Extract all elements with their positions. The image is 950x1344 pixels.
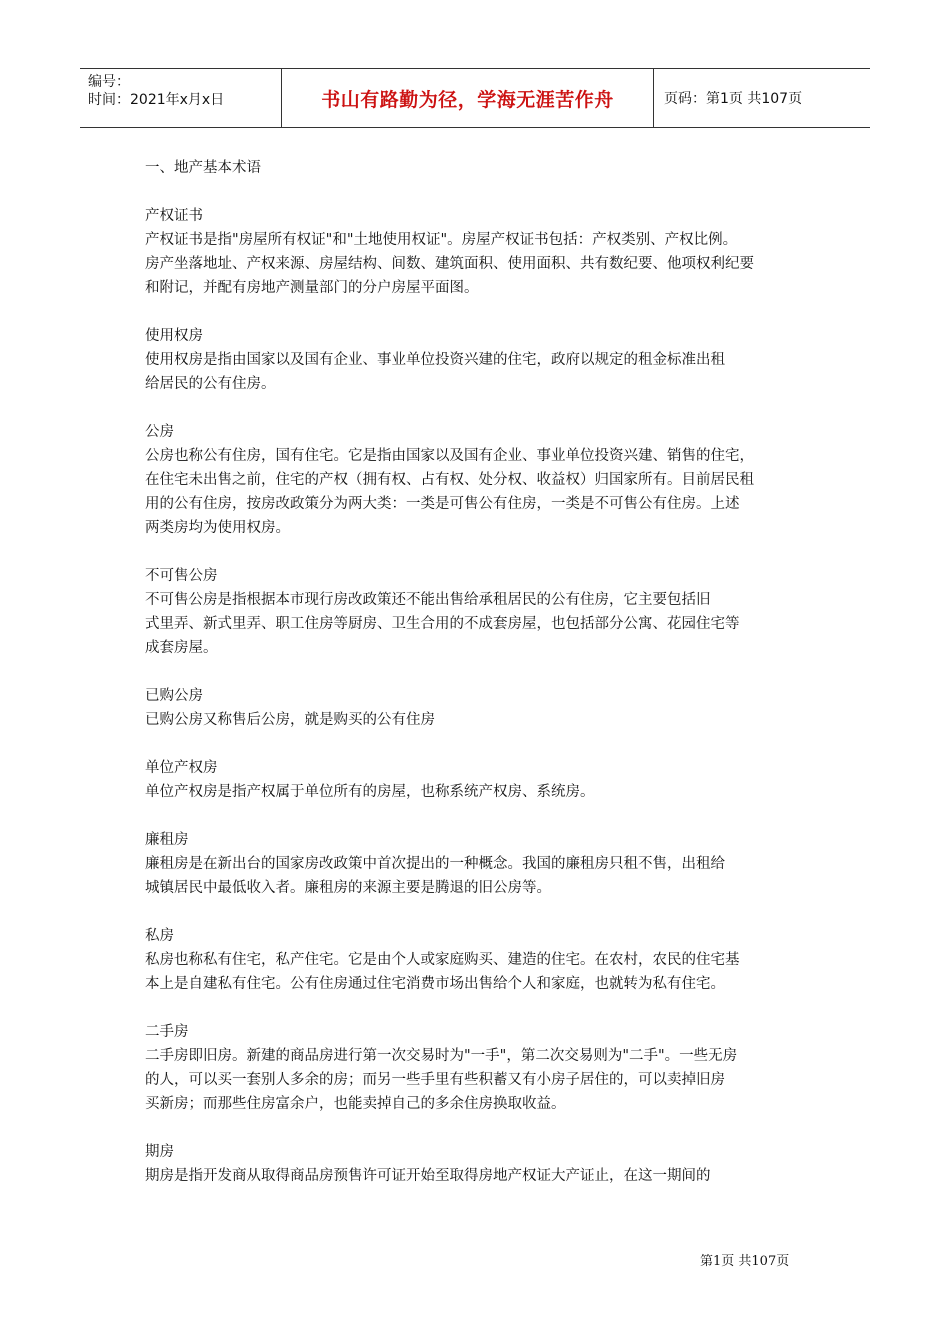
- term-title: 产权证书: [145, 208, 203, 224]
- section-term: [145, 756, 815, 804]
- section-term: [145, 204, 815, 300]
- term-title: 私房: [145, 928, 174, 944]
- section-term: [145, 324, 815, 396]
- document-body: [145, 156, 815, 1212]
- header-page-info: 页码：第1页 共107页: [664, 91, 803, 107]
- term-line: 期房是指开发商从取得商品房预售许可证开始至取得房地产权证大产证止，在这一期间的: [145, 1168, 711, 1184]
- term-title: 已购公房: [145, 688, 203, 704]
- section-term: [145, 924, 815, 996]
- term-title: 二手房: [145, 1024, 189, 1040]
- term-line: 产权证书是指"房屋所有权证"和"土地使用权证"。房屋产权证书包括：产权类别、产权比例。: [145, 232, 738, 248]
- term-line: 城镇居民中最低收入者。廉租房的来源主要是腾退的旧公房等。: [145, 880, 551, 896]
- term-line: 本上是自建私有住宅。公有住房通过住宅消费市场出售给个人和家庭，也就转为私有住宅。: [145, 976, 725, 992]
- term-line: 公房也称公有住房，国有住宅。它是指由国家以及国有企业、事业单位投资兴建、销售的住宅，: [145, 448, 754, 464]
- term-line: 单位产权房是指产权属于单位所有的房屋，也称系统产权房、系统房。: [145, 784, 595, 800]
- header-meta-cell: [80, 69, 282, 127]
- term-title: 公房: [145, 424, 174, 440]
- term-line: 用的公有住房，按房改政策分为两大类：一类是可售公有住房，一类是不可售公有住房。上述: [145, 496, 740, 512]
- term-line: 给居民的公有住房。: [145, 376, 276, 392]
- term-title: 不可售公房: [145, 568, 218, 584]
- document-number-label: 编号：: [88, 74, 130, 90]
- term-line: 在住宅未出售之前，住宅的产权（拥有权、占有权、处分权、收益权）归国家所有。目前居民租: [145, 472, 754, 488]
- section-heading: [145, 156, 815, 180]
- term-line: 二手房即旧房。新建的商品房进行第一次交易时为"一手"，第二次交易则为"二手"。一些无房: [145, 1048, 738, 1064]
- section-term: [145, 1020, 815, 1116]
- term-title: 期房: [145, 1144, 174, 1160]
- section-term: [145, 684, 815, 732]
- header-motto: 书山有路勤为径，学海无涯苦作舟: [321, 88, 614, 111]
- term-line: 使用权房是指由国家以及国有企业、事业单位投资兴建的住宅，政府以规定的租金标准出租: [145, 352, 725, 368]
- term-line: 的人，可以买一套别人多余的房；而另一些手里有些积蓄又有小房子居住的，可以卖掉旧房: [145, 1072, 725, 1088]
- term-line: 两类房均为使用权房。: [145, 520, 290, 536]
- term-line: 和附记，并配有房地产测量部门的分户房屋平面图。: [145, 280, 479, 296]
- section-term: [145, 828, 815, 900]
- document-time-label: 时间：2021年x月x日: [88, 92, 225, 108]
- term-line: 式里弄、新式里弄、职工住房等厨房、卫生合用的不成套房屋，也包括部分公寓、花园住宅等: [145, 616, 740, 632]
- header-motto-cell: [282, 69, 654, 127]
- term-title: 单位产权房: [145, 760, 218, 776]
- term-line: 不可售公房是指根据本市现行房改政策还不能出售给承租居民的公有住房，它主要包括旧: [145, 592, 711, 608]
- term-line: 房产坐落地址、产权来源、房屋结构、间数、建筑面积、使用面积、共有数纪要、他项权利纪要: [145, 256, 754, 272]
- term-title: 廉租房: [145, 832, 189, 848]
- section-term: [145, 420, 815, 540]
- header-page-cell: [654, 69, 870, 127]
- term-line: 廉租房是在新出台的国家房改政策中首次提出的一种概念。我国的廉租房只租不售，出租给: [145, 856, 725, 872]
- main-heading: 一、地产基本术语: [145, 160, 261, 176]
- document-header: [80, 68, 870, 128]
- term-line: 买新房；而那些住房富余户，也能卖掉自己的多余住房换取收益。: [145, 1096, 566, 1112]
- page-footer: 第1页 共107页: [700, 1254, 790, 1269]
- section-term: [145, 1140, 815, 1188]
- term-line: 成套房屋。: [145, 640, 218, 656]
- term-line: 私房也称私有住宅，私产住宅。它是由个人或家庭购买、建造的住宅。在农村，农民的住宅基: [145, 952, 740, 968]
- section-term: [145, 564, 815, 660]
- term-title: 使用权房: [145, 328, 203, 344]
- term-line: 已购公房又称售后公房，就是购买的公有住房: [145, 712, 435, 728]
